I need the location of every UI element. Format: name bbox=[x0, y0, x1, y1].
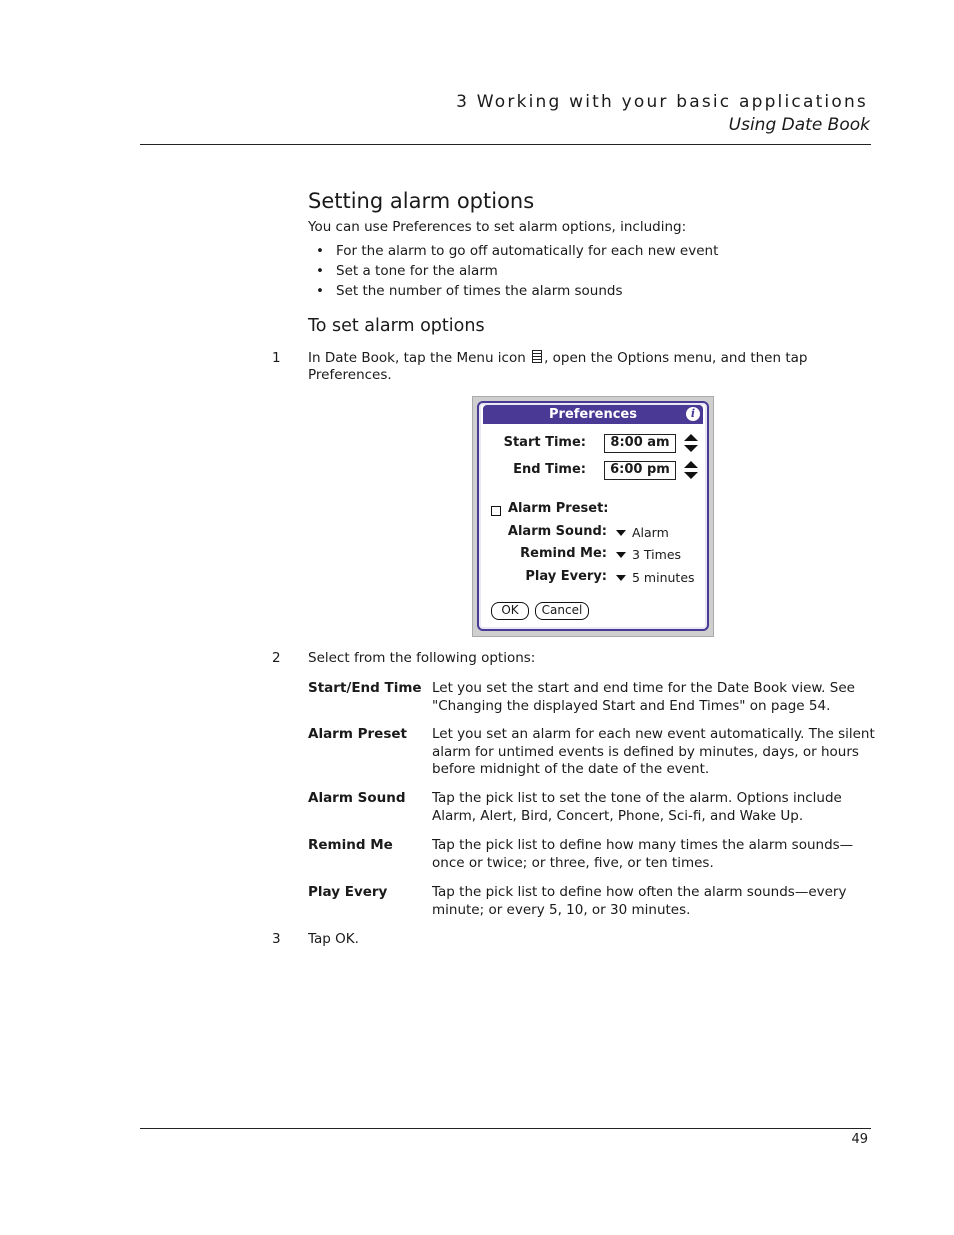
bullet-dot: • bbox=[316, 283, 324, 299]
remind-me-label: Remind Me: bbox=[520, 546, 607, 561]
bullet-item: • For the alarm to go off automatically for each new event bbox=[316, 243, 719, 259]
bullet-item: • Set a tone for the alarm bbox=[316, 263, 498, 279]
start-time-label: Start Time: bbox=[503, 435, 586, 450]
cancel-button[interactable]: Cancel bbox=[535, 602, 589, 620]
alarm-preset-checkbox[interactable] bbox=[491, 506, 501, 516]
chapter-header: 3 Working with your basic applications bbox=[456, 92, 868, 112]
step-text: Tap OK. bbox=[308, 931, 359, 947]
play-every-dropdown-icon[interactable] bbox=[616, 575, 626, 581]
end-time-spinner-icon[interactable] bbox=[683, 460, 699, 480]
play-every-label: Play Every: bbox=[525, 569, 607, 584]
step-text: In Date Book, tap the Menu icon , open the Options menu, and then tap bbox=[308, 350, 808, 366]
step-number: 3 bbox=[272, 931, 281, 947]
bullet-dot: • bbox=[316, 243, 324, 259]
alarm-sound-label: Alarm Sound: bbox=[507, 524, 607, 539]
page-number: 49 bbox=[851, 1132, 868, 1147]
dialog-title-bar bbox=[483, 405, 703, 424]
step-number: 2 bbox=[272, 650, 281, 666]
alarm-sound-dropdown-icon[interactable] bbox=[616, 530, 626, 536]
preferences-dialog bbox=[477, 401, 709, 631]
step-text-continued: Preferences. bbox=[308, 367, 392, 383]
remind-me-picklist[interactable]: 3 Times bbox=[632, 547, 682, 562]
option-term: Start/End Time bbox=[308, 680, 422, 696]
option-description: Tap the pick list to define how many times the alarm sounds—once or twice; or three, five, or ten times. bbox=[432, 837, 854, 871]
option-term: Play Every bbox=[308, 884, 388, 900]
option-description: Let you set the start and end time for the Date Book view. See "Changing the displayed Start and End Times" on page 54. bbox=[432, 680, 855, 714]
section-header: Using Date Book bbox=[728, 115, 870, 135]
end-time-field[interactable]: 6:00 pm bbox=[604, 461, 676, 480]
start-time-spinner-icon[interactable] bbox=[683, 433, 699, 453]
intro-text: You can use Preferences to set alarm options, including: bbox=[308, 219, 687, 235]
bullet-dot: • bbox=[316, 263, 324, 279]
alarm-sound-picklist[interactable]: Alarm bbox=[632, 525, 669, 540]
option-term: Alarm Sound bbox=[308, 790, 406, 806]
alarm-preset-label: Alarm Preset: bbox=[508, 501, 609, 516]
bullet-item: • Set the number of times the alarm sounds bbox=[316, 283, 623, 299]
dialog-title: Preferences bbox=[549, 407, 637, 422]
step-text: Select from the following options: bbox=[308, 650, 536, 666]
procedure-title: To set alarm options bbox=[308, 316, 485, 336]
header-rule bbox=[140, 144, 871, 145]
step-number: 1 bbox=[272, 350, 281, 366]
ok-button[interactable]: OK bbox=[491, 602, 529, 620]
option-description: Tap the pick list to set the tone of the alarm. Options include Alarm, Alert, Bird, Concert, Phone, Sci-fi, and Wake Up. bbox=[432, 790, 842, 824]
option-term: Alarm Preset bbox=[308, 726, 407, 742]
start-time-field[interactable]: 8:00 am bbox=[604, 434, 676, 453]
footer-rule bbox=[140, 1128, 871, 1129]
remind-me-dropdown-icon[interactable] bbox=[616, 552, 626, 558]
section-title: Setting alarm options bbox=[308, 189, 535, 213]
option-description: Tap the pick list to define how often the alarm sounds—every minute; or every 5, 10, or 30 minutes. bbox=[432, 884, 847, 918]
option-term: Remind Me bbox=[308, 837, 393, 853]
option-description: Let you set an alarm for each new event automatically. The silent alarm for untimed events is defined by minutes, days, or hours before midnight of the date of the event. bbox=[432, 726, 875, 777]
play-every-picklist[interactable]: 5 minutes bbox=[632, 570, 695, 585]
menu-icon bbox=[532, 350, 542, 363]
info-icon[interactable]: i bbox=[686, 407, 700, 421]
end-time-label: End Time: bbox=[513, 462, 586, 477]
